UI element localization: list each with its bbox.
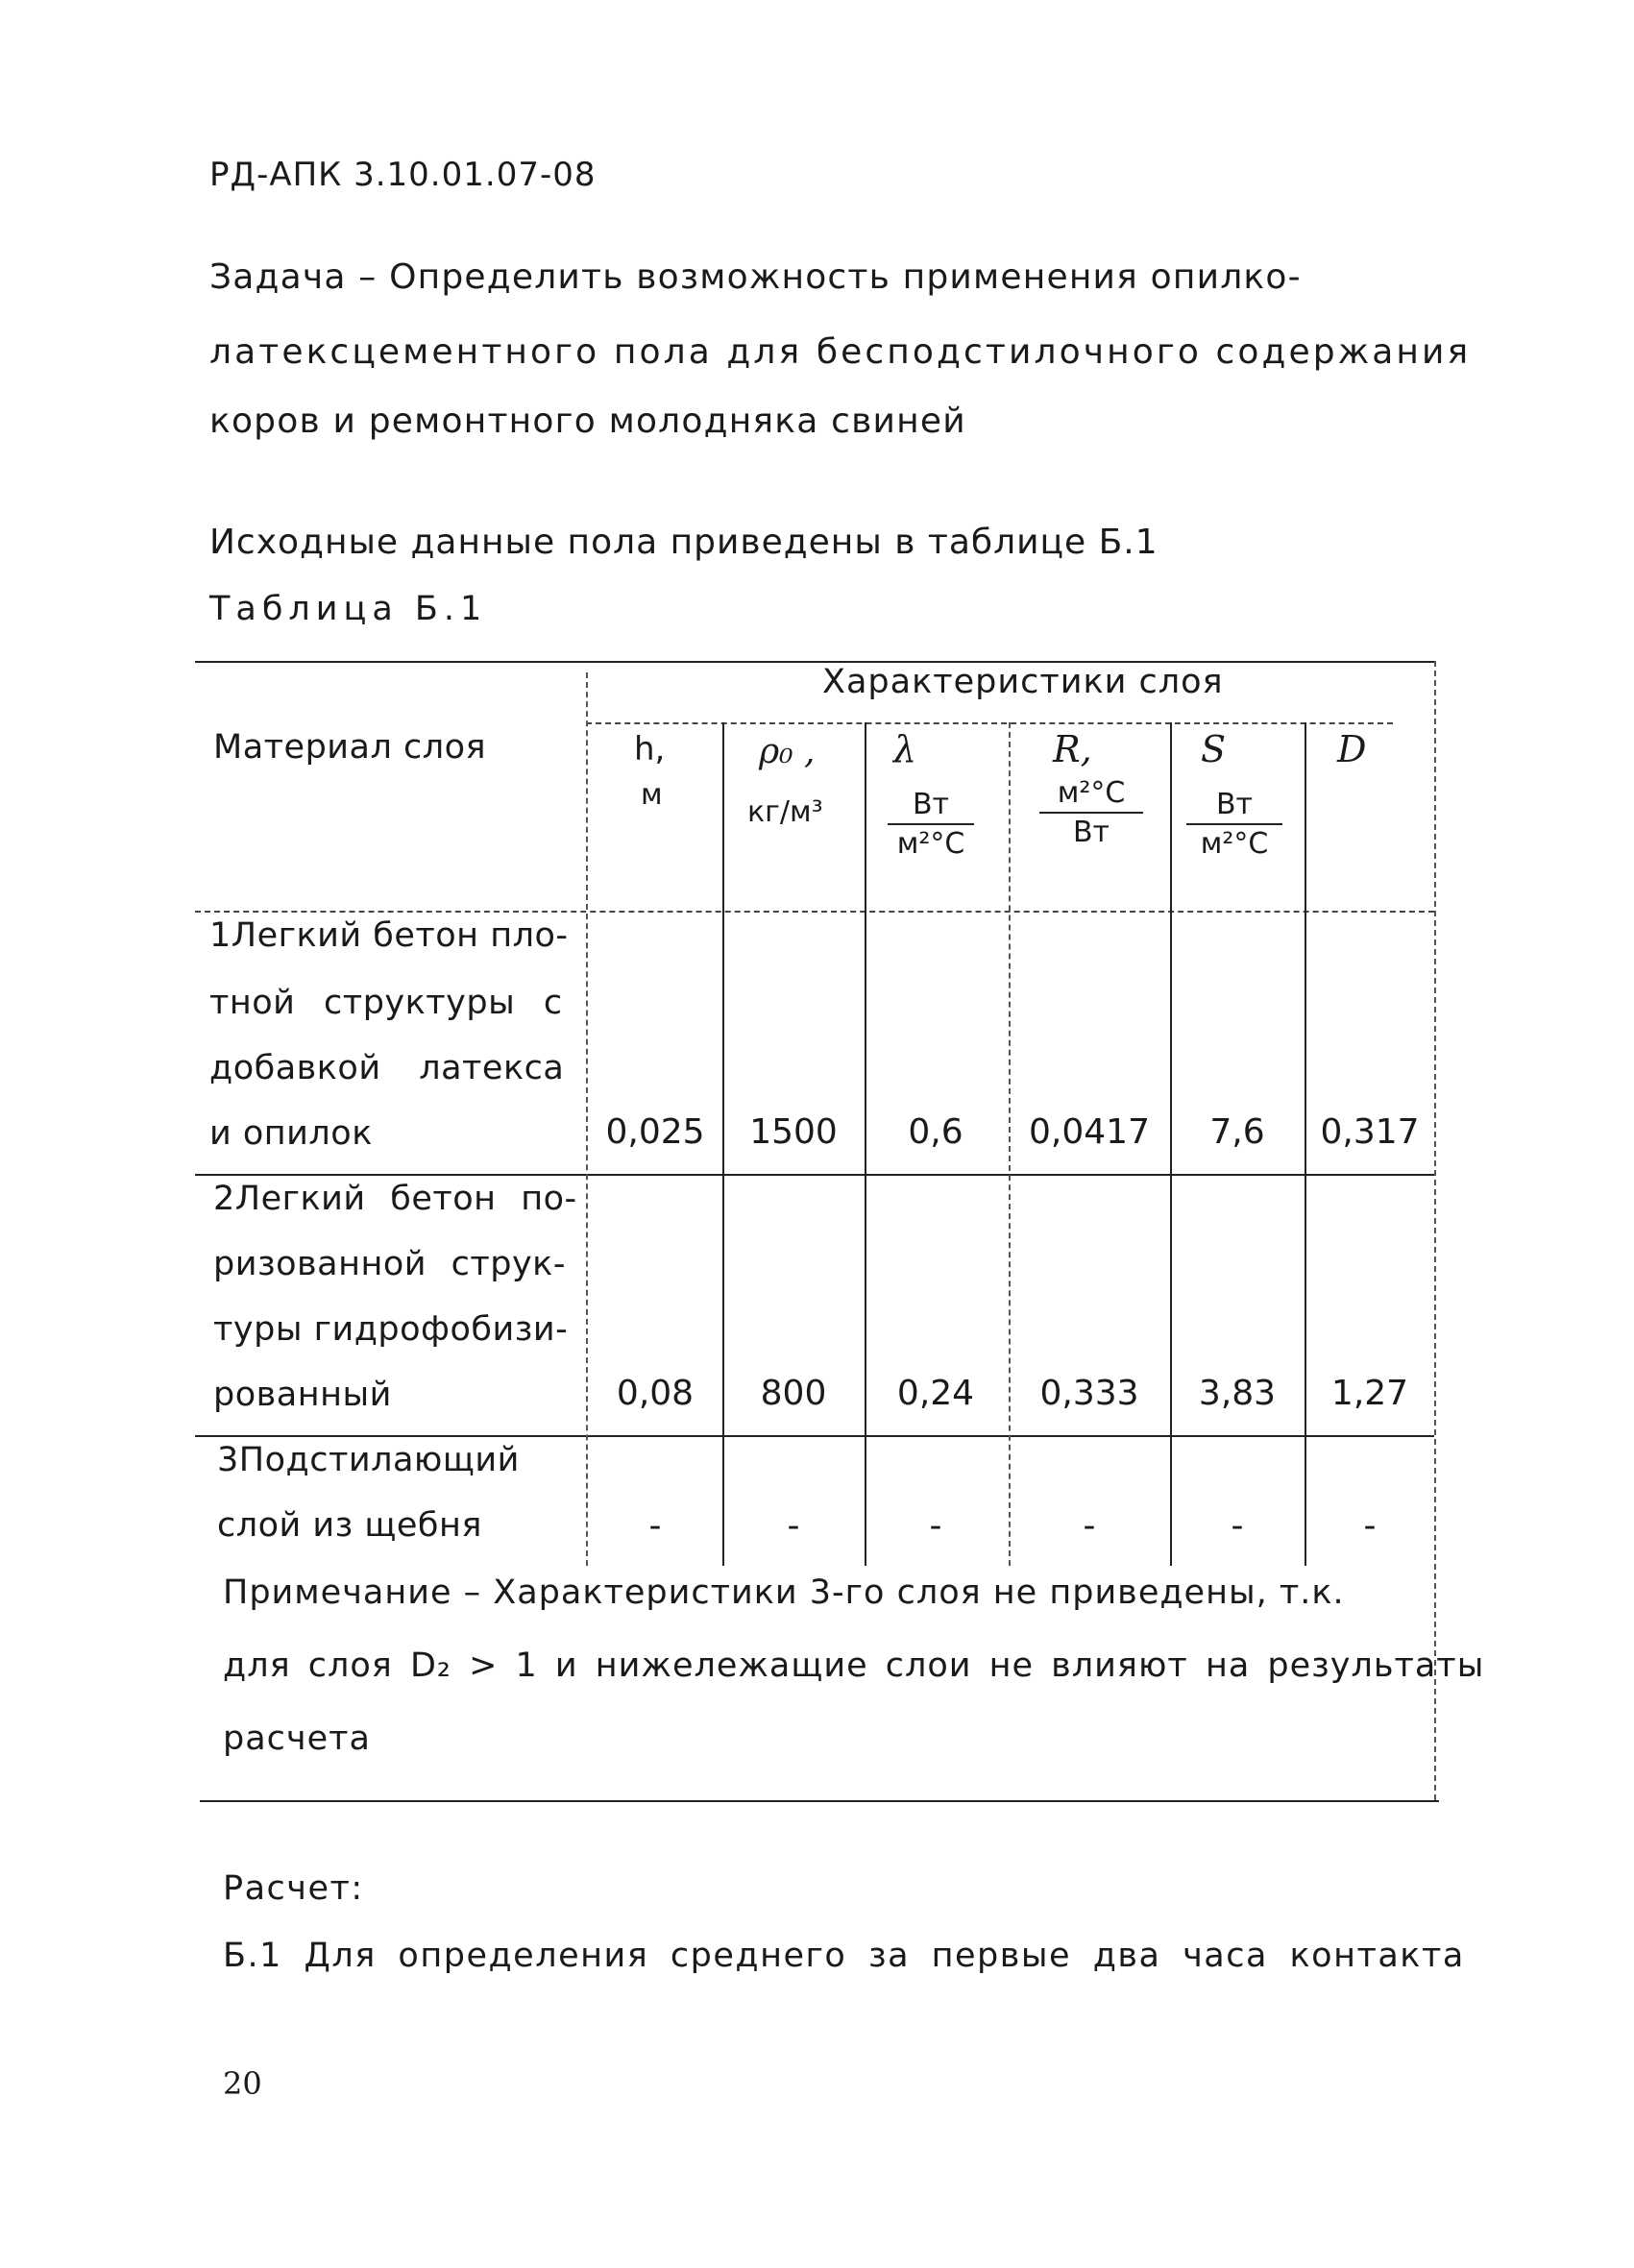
row1-material-line-4: и опилок	[209, 1114, 373, 1153]
row1-value-h: 0,025	[605, 1112, 705, 1152]
row3-value-h: -	[648, 1506, 662, 1546]
row1-material-line-1: 1Легкий бетон пло-	[209, 916, 569, 955]
row1-bottom-rule	[195, 1174, 1434, 1176]
col-rho-symbol: ρ₀ ,	[759, 732, 816, 771]
page-number: 20	[223, 2065, 262, 2102]
row2-bottom-rule	[195, 1435, 1434, 1437]
col-lambda-symbol: λ	[893, 728, 917, 770]
table-top-border	[195, 661, 1434, 663]
intro-text: Исходные данные пола приведены в таблице Б.1	[209, 523, 1158, 562]
row2-value-lambda: 0,24	[896, 1374, 975, 1413]
calc-heading: Расчет:	[223, 1869, 364, 1908]
row1-value-lambda: 0,6	[908, 1112, 963, 1152]
row3-material-line-2: слой из щебня	[217, 1506, 482, 1545]
row2-material-line-2: ризованной струк-	[213, 1245, 566, 1283]
row3-value-lambda: -	[929, 1506, 942, 1546]
col-divider-1	[722, 722, 724, 1566]
col-divider-2	[865, 722, 866, 1566]
material-header: Материал слоя	[213, 728, 487, 767]
table-caption: Таблица Б.1	[209, 590, 488, 628]
col-s-symbol: S	[1201, 728, 1227, 770]
row2-value-r: 0,333	[1039, 1374, 1139, 1413]
row2-material-line-4: рованный	[213, 1376, 392, 1414]
row2-value-h: 0,08	[616, 1374, 695, 1413]
group-header: Характеристики слоя	[822, 663, 1224, 701]
row3-material-line-1: 3Подстилающий	[217, 1441, 520, 1479]
col-divider-3	[1009, 722, 1011, 1566]
col-rho-unit: кг/м³	[747, 795, 823, 829]
row3-value-d: -	[1363, 1506, 1377, 1546]
table-note-line-1: Примечание – Характеристики 3-го слоя не приведены, т.к.	[223, 1573, 1345, 1612]
row1-material-line-2: тной структуры с	[209, 984, 563, 1022]
row1-value-rho: 1500	[749, 1112, 838, 1152]
header-bottom-rule	[195, 911, 1434, 913]
row1-material-line-3: добавкой латекса	[209, 1049, 565, 1087]
row2-value-d: 1,27	[1330, 1374, 1409, 1413]
table-right-border	[1434, 661, 1436, 1800]
task-line-2: латексцементного пола для бесподстилочного содержания	[209, 332, 1472, 372]
col-r-unit: м²°С Вт	[1039, 776, 1143, 849]
col-lambda-unit: Вт м²°С	[888, 788, 974, 861]
table-note-line-2: для слоя D₂ > 1 и нижележащие слои не влияют на результаты	[223, 1646, 1485, 1685]
task-line-3: коров и ремонтного молодняка свиней	[209, 402, 966, 441]
row3-value-r: -	[1083, 1506, 1096, 1546]
row3-value-rho: -	[787, 1506, 800, 1546]
row2-value-rho: 800	[760, 1374, 827, 1413]
col-s-unit: Вт м²°С	[1186, 788, 1282, 861]
col-h-symbol: h,	[634, 730, 666, 768]
row2-material-line-3: туры гидрофобизи-	[213, 1310, 569, 1349]
col-r-symbol: R,	[1053, 728, 1092, 770]
row3-value-s: -	[1231, 1506, 1244, 1546]
row1-value-r: 0,0417	[1029, 1112, 1150, 1152]
col-d-symbol: D	[1337, 728, 1367, 770]
document-code: РД-АПК 3.10.01.07-08	[209, 156, 597, 194]
table-note-line-3: расчета	[223, 1719, 371, 1758]
group-header-rule	[586, 722, 1393, 724]
row1-value-s: 7,6	[1209, 1112, 1265, 1152]
col-h-unit: м	[641, 778, 663, 812]
row1-value-d: 0,317	[1320, 1112, 1420, 1152]
row2-value-s: 3,83	[1198, 1374, 1277, 1413]
table-bottom-border	[200, 1800, 1439, 1802]
row2-material-line-1: 2Легкий бетон по-	[213, 1180, 577, 1218]
calc-first-line: Б.1 Для определения среднего за первые два часа контакта	[223, 1937, 1465, 1975]
task-line-1: Задача – Определить возможность применения опилко-	[209, 257, 1302, 297]
